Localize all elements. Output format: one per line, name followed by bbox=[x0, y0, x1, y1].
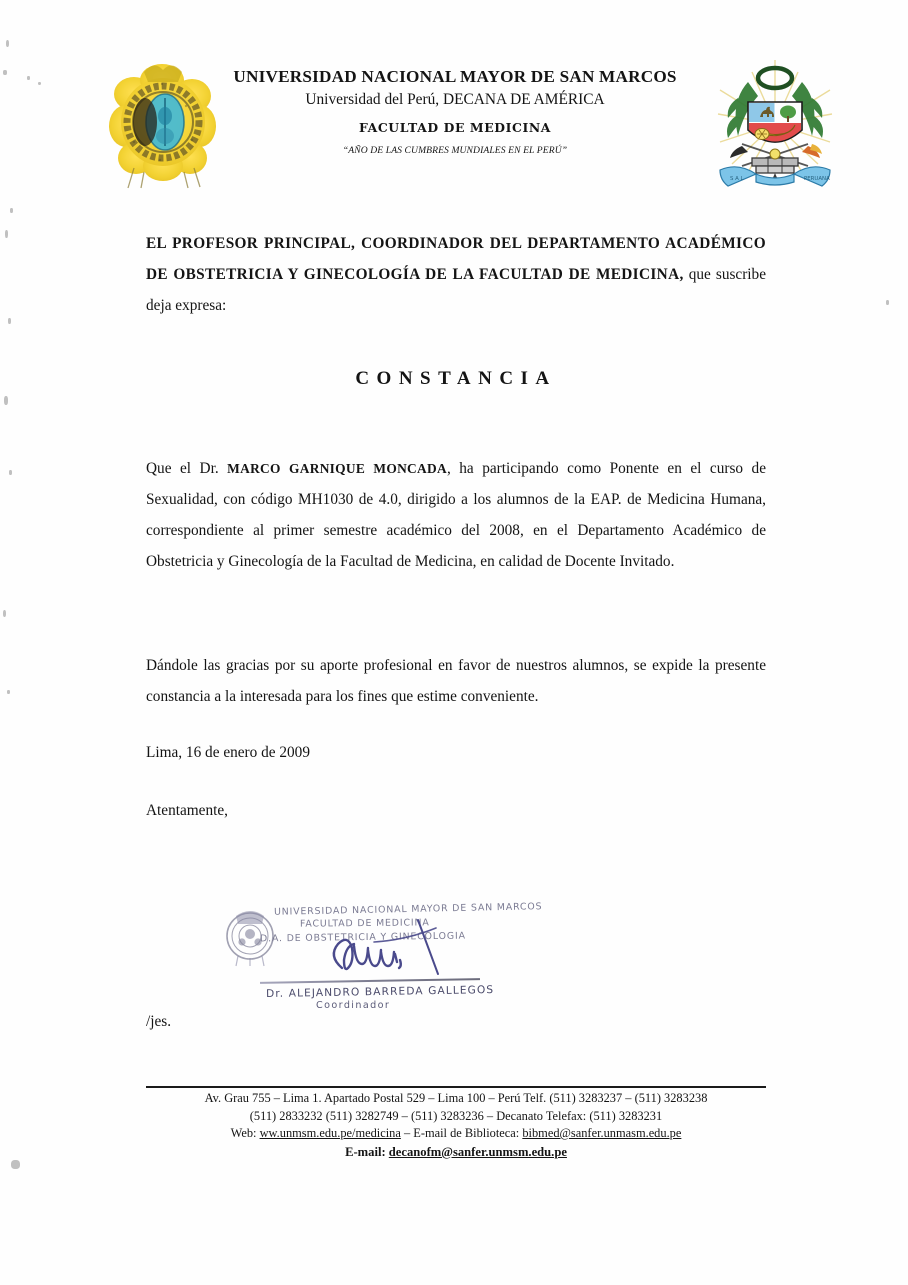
footer-email-link[interactable]: decanofm@sanfer.unmsm.edu.pe bbox=[388, 1144, 567, 1159]
scan-speck bbox=[6, 40, 9, 47]
header-title-block bbox=[225, 52, 685, 156]
scan-speck bbox=[5, 230, 8, 238]
faculty-name: FACULTAD DE MEDICINA bbox=[358, 120, 552, 135]
paragraph-1-lead: Que el Dr. bbox=[146, 460, 228, 477]
stamp-line-university: UNIVERSIDAD NACIONAL MAYOR DE SAN MARCOS bbox=[273, 901, 543, 918]
paragraph-1-rest: , ha participando como Ponente en el curso de Sexualidad, con código MH1030 de 4.0, dirigido a los alumnos de la EAP. de Medicina Humana, correspondiente al primer semestre académico del 2008, en el Departamento Académico de Obstetricia y Ginecología de la Facultad de Medicina, en calidad de Docente Invitado. bbox=[146, 460, 766, 570]
svg-text:S A L: S A L bbox=[730, 176, 744, 182]
scan-speck bbox=[7, 690, 10, 694]
footer-line-email bbox=[146, 1144, 766, 1162]
intro-rest-text: que suscribe deja expresa: bbox=[146, 266, 766, 314]
peru-coat-of-arms-icon bbox=[712, 54, 838, 194]
intro-bold-text: EL PROFESOR PRINCIPAL, COORDINADOR DEL DEPARTAMENTO ACADÉMICO DE OBSTETRICIA Y GINECOLOGÍA DE LA FACULTAD DE MEDICINA, bbox=[146, 235, 766, 283]
footer-web-mid: – E-mail de Biblioteca: bbox=[400, 1126, 523, 1140]
signer-name: Dr. ALEJANDRO BARREDA GALLEGOS bbox=[265, 984, 495, 1000]
footer-email-prefix: E-mail: bbox=[345, 1144, 389, 1159]
signer-role: Coordinador bbox=[316, 1000, 391, 1011]
footer-line-address: Av. Grau 755 – Lima 1. Apartado Postal 529 – Lima 100 – Perú Telf. (511) 3283237 – (511) 3283238 bbox=[204, 1091, 708, 1105]
scan-speck bbox=[3, 610, 6, 617]
stamp-line-department: D.A. DE OBSTETRICIA Y GINECOLOGIA bbox=[259, 930, 466, 945]
page-title: CONSTANCIA bbox=[355, 368, 557, 389]
year-motto: “AÑO DE LAS CUMBRES MUNDIALES EN EL PERÚ” bbox=[342, 145, 568, 156]
typist-initials: /jes. bbox=[146, 1013, 172, 1030]
footer-line-phones: (511) 2833232 (511) 3282749 – (511) 3283236 – Decanato Telefax: (511) 3283231 bbox=[249, 1108, 663, 1123]
scan-speck bbox=[9, 470, 12, 475]
body-paragraph-1 bbox=[146, 453, 766, 577]
handwritten-signature bbox=[314, 912, 464, 988]
signature-stamp bbox=[222, 898, 543, 1013]
date-line: Lima, 16 de enero de 2009 bbox=[146, 744, 310, 761]
footer-web-prefix: Web: bbox=[230, 1126, 260, 1140]
scan-speck bbox=[8, 318, 11, 324]
footer-library-email-link[interactable]: bibmed@sanfer.unmasm.edu.pe bbox=[522, 1126, 682, 1140]
scan-speck bbox=[4, 396, 8, 405]
svg-text:PERUANA: PERUANA bbox=[804, 176, 830, 182]
unmsm-seal-icon bbox=[104, 54, 222, 194]
intro-paragraph bbox=[146, 228, 766, 321]
university-name: UNIVERSIDAD NACIONAL MAYOR DE SAN MARCOS bbox=[233, 67, 677, 86]
closing-line: Atentamente, bbox=[146, 802, 228, 819]
footer-divider bbox=[146, 1086, 766, 1088]
document-footer bbox=[146, 1090, 766, 1161]
scan-speck bbox=[11, 1160, 20, 1169]
scan-speck bbox=[886, 300, 889, 305]
body-paragraph-2: Dándole las gracias por su aporte profesional en favor de nuestros alumnos, se expide la presente constancia a la interesada para los fines que estime conveniente. bbox=[146, 657, 766, 705]
document-header bbox=[0, 52, 908, 192]
footer-web-link[interactable]: ww.unmsm.edu.pe/medicina bbox=[259, 1126, 401, 1140]
stamp-line-faculty: FACULTAD DE MEDICINA bbox=[299, 917, 430, 930]
university-subtitle: Universidad del Perú, DECANA DE AMÉRICA bbox=[305, 91, 605, 108]
recipient-name: MARCO GARNIQUE MONCADA bbox=[227, 461, 447, 476]
scan-speck bbox=[10, 208, 13, 213]
footer-line-web bbox=[146, 1125, 766, 1143]
